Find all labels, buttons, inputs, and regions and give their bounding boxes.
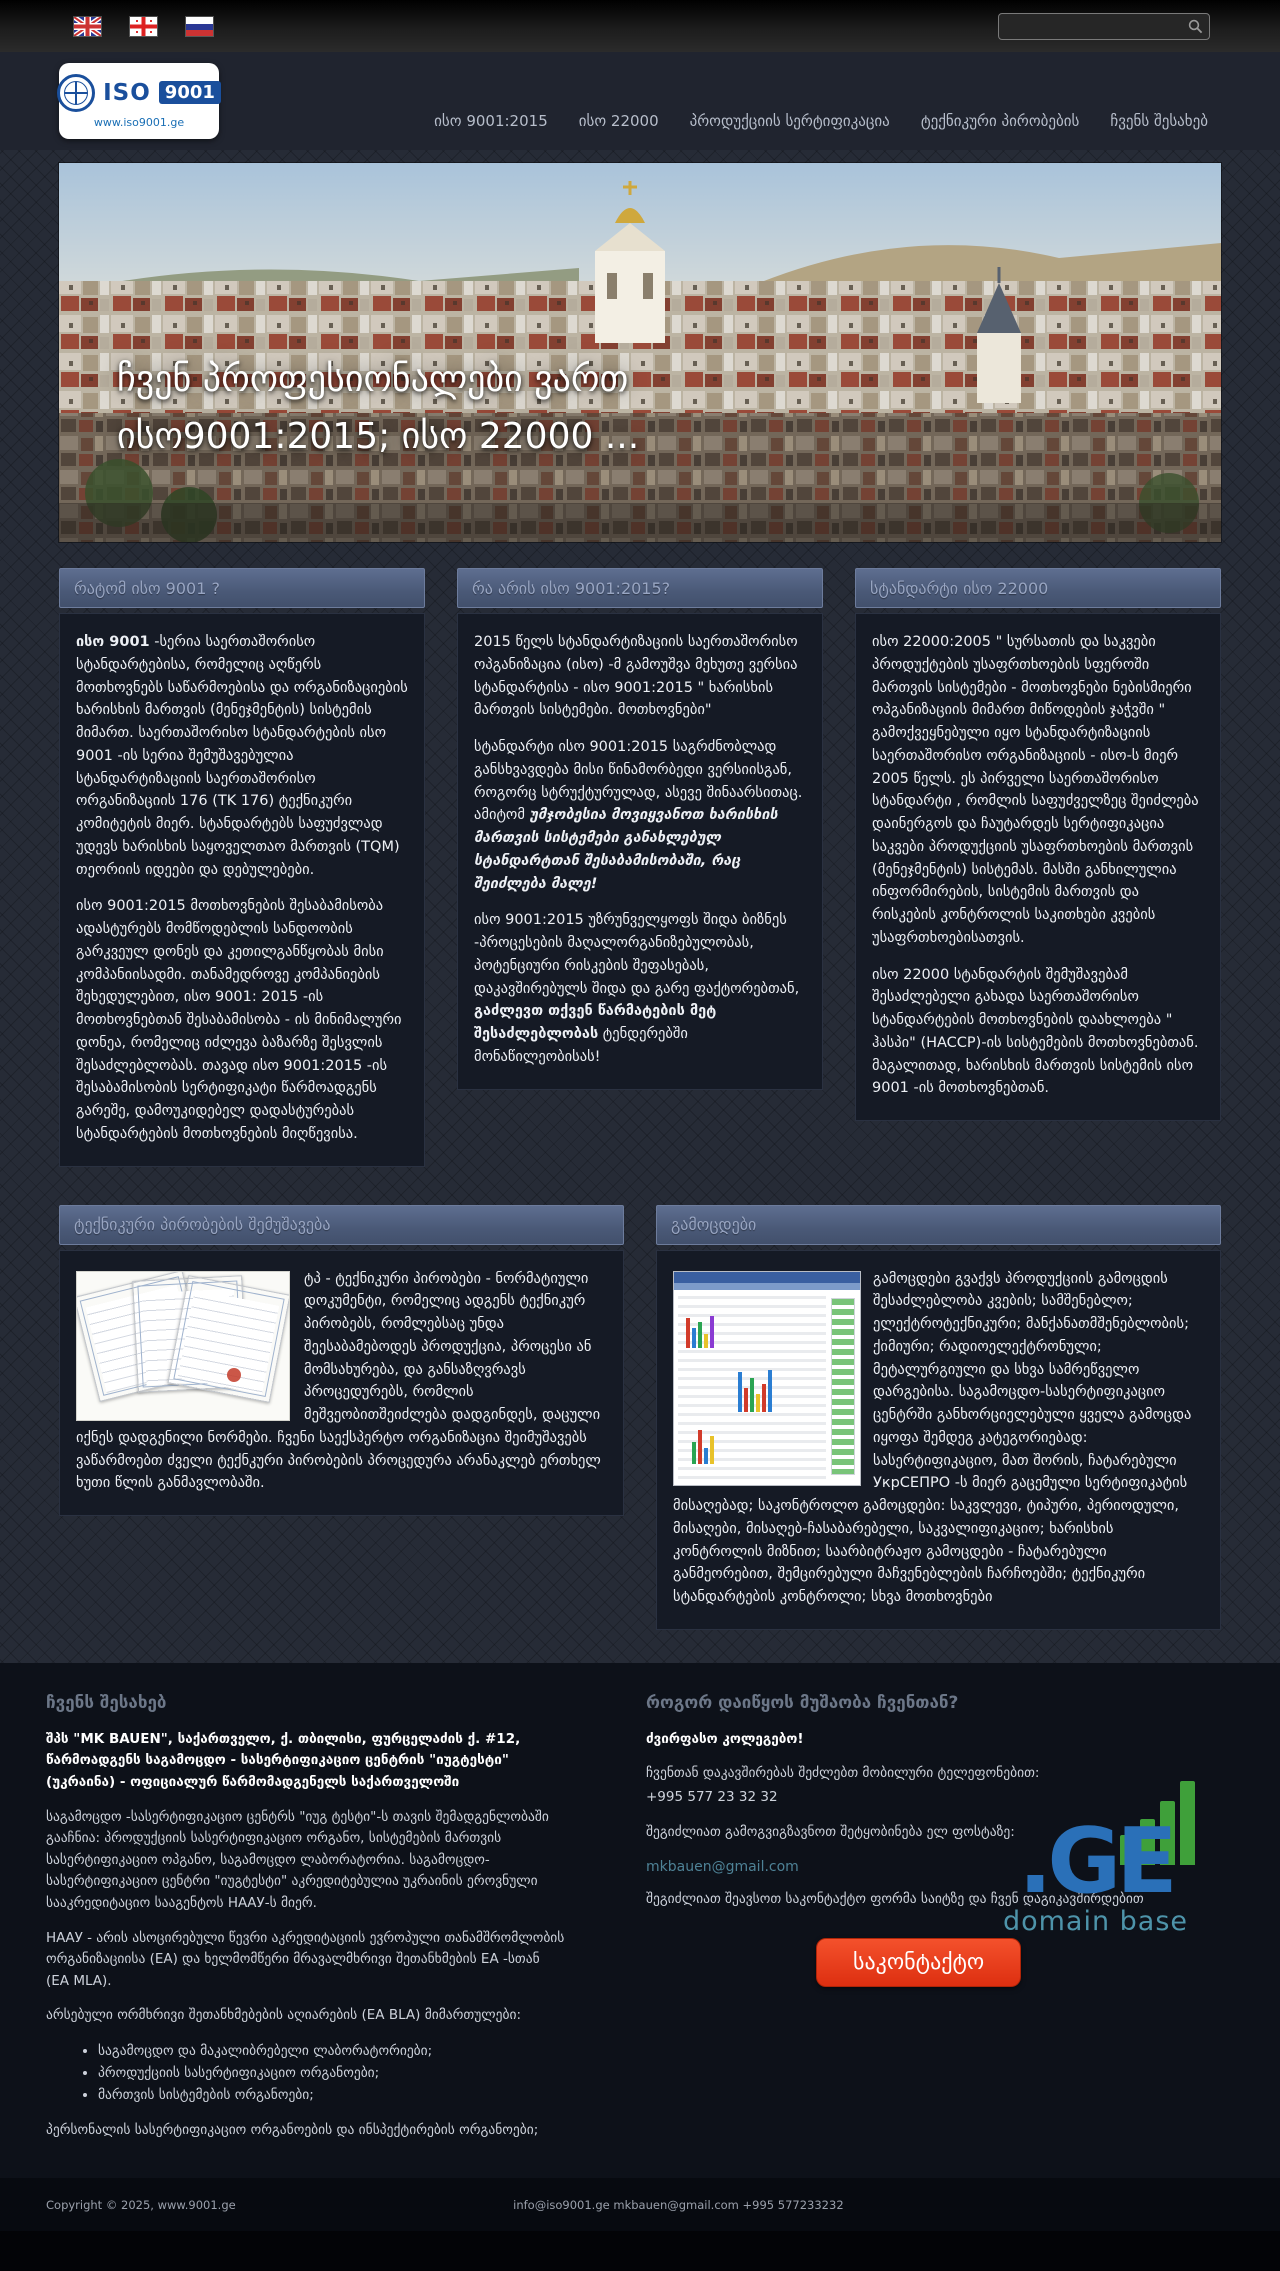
paragraph: არსებული ორმხრივი შეთანხმებების აღიარების (EA BLA) მიმართულები: bbox=[46, 2007, 522, 2024]
site-logo[interactable] bbox=[59, 63, 219, 139]
hero-title-line2: ისო9001:2015; ისო 22000 ... bbox=[117, 416, 640, 457]
nav-technical-conditions[interactable]: ტექნიკური პირობების bbox=[920, 112, 1080, 130]
accreditation-list bbox=[98, 2040, 566, 2107]
iso-globe-emblem-icon bbox=[57, 74, 95, 112]
box-standard-iso-22000 bbox=[855, 568, 1221, 1121]
logo-site-url: www.iso9001.ge bbox=[93, 115, 185, 129]
box-title-standard-iso-22000: სტანდარტი ისო 22000 bbox=[855, 568, 1221, 608]
footer-about-heading: ჩვენს შესახებ bbox=[46, 1692, 167, 1713]
footer-contact-heading: როგორ დაიწყოს მუშაობა ჩვენთან? bbox=[646, 1692, 959, 1713]
box-title-tests: გამოცდები bbox=[656, 1205, 1221, 1245]
nav-about-us[interactable]: ჩვენს შესახებ bbox=[1110, 112, 1208, 130]
paragraph: საგამოცდო -სასერტიფიკაციო ცენტრს "იუგ ტესტი"-ს თავის შემადგენლობაში გააჩნია: პროდუქციის სასერტიფიკაციო ორგანო, სისტემების მართვის სასერტიფიკაციო ოპგანო, საგამოცდო ლაბორატორია. საგამოცდო-სასერტიფიკაციო ცენტრი "იუგტესტი" აკრედიტებულია უკრაინის ეროვნული სააკრედიტაციო სააგენტოს НААУ-ს მიერ. bbox=[46, 1808, 549, 1911]
english-flag-icon[interactable] bbox=[74, 17, 101, 36]
tbilisi-cityscape-image bbox=[59, 163, 1221, 542]
paragraph: პერსონალის სასერტიფიკაციო ორგანოების და ინსპექტირების ორგანოები; bbox=[46, 2121, 539, 2138]
contact-button[interactable]: საკონტაქტო bbox=[816, 1938, 1021, 1987]
search-icon[interactable] bbox=[1188, 19, 1203, 34]
list-item: • პროდუქციის სასერტიფიკაციო ორგანოები; bbox=[98, 2062, 566, 2084]
email-link[interactable]: mkbauen@gmail.com bbox=[646, 1859, 799, 1876]
paragraph: ისო 9001 -სერია საერთაშორისო სტანდარტებისა, რომელიც აღწერს მოთხოვნებს საწარმოებისა და ორგანიზაციების ხარისხის მართვის (მენეჯმენტის) სისტემის მიმართ. საერთაშორისო სტანდარტების ისო 9001 -ის სერია შემუშავებულია სტანდარტიზაციის საერთაშორისო ორგანიზაციის 176 (TK 176) ტექნიკური კომიტეტის მიერ. სტანდარტებს საფუძვლად უდევს ხარისხის საყოველთაო მართვის (TQM) თეორიის იდეები და დებულებები. bbox=[76, 634, 408, 878]
georgian-flag-icon[interactable] bbox=[130, 17, 157, 36]
nav-iso-22000[interactable]: ისო 22000 bbox=[578, 112, 659, 130]
footer-about-column bbox=[46, 1693, 566, 2155]
ge-logo-text: .GE bbox=[1018, 1808, 1173, 1914]
hero-banner bbox=[59, 163, 1221, 542]
spreadsheet-chart-image bbox=[673, 1271, 861, 1486]
main-navigation bbox=[434, 112, 1208, 130]
logo-9001-text: 9001 bbox=[159, 81, 221, 104]
site-footer bbox=[0, 1663, 1280, 2179]
footer-contact-column bbox=[646, 1693, 1221, 2155]
language-switcher bbox=[74, 17, 213, 36]
paragraph: სტანდარტი ისო 9001:2015 საგრძნობლად განსხვავდება მისი წინამორბედი ვერსიისგან, როგორც სტრუქტურულად, ასევე შინაარსითაც. ამიტომ უმჯობესია მოვიყვანოთ ხარისხის მართვის სისტემები განახლებულ სტანდარტთან შესაბამისობაში, რაც შეიძლება მალე! bbox=[474, 739, 803, 892]
hero-title-line1: ჩვენ პროფესიონალები ვართ bbox=[117, 359, 629, 400]
nav-product-certification[interactable]: პროდუქციის სერტიფიკაცია bbox=[689, 112, 890, 130]
box-technical-conditions bbox=[59, 1205, 624, 1517]
phone-label: ჩვენთან დაკავშირებას შეძლებთ მობილური ტელეფონებით: bbox=[646, 1765, 1040, 1782]
box-what-is-iso-9001-2015 bbox=[457, 568, 823, 1090]
logo-iso-text: ISO bbox=[103, 79, 151, 106]
paragraph: НААУ - არის ასოცირებული წევრი აკრედიტაციის ევროპული თანამშრომლობის ორგანიზაციისა (EA) და ხელმომწერი მრავალმხრივი შეთანხმების EA -სთან (EA MLA). bbox=[46, 1929, 565, 1989]
box-title-what-is-iso-9001-2015: რა არის ისო 9001:2015? bbox=[457, 568, 823, 608]
contact-form-label: შეგიძლიათ შეავსოთ საკონტაქტო ფორმა საიტზე და ჩვენ დაგიკავშირდებით bbox=[646, 1891, 1144, 1908]
russian-flag-icon[interactable] bbox=[186, 17, 213, 36]
footer-contacts-text: info@iso9001.ge mkbauen@gmail.com +995 577233232 bbox=[513, 2197, 844, 2212]
box-title-why-iso-9001: რატომ ისო 9001 ? bbox=[59, 568, 425, 608]
site-header bbox=[0, 52, 1280, 150]
ge-domain-logo[interactable] bbox=[988, 1808, 1203, 1937]
box-tests bbox=[656, 1205, 1221, 1630]
copyright-text: Copyright © 2025, www.9001.ge bbox=[46, 2197, 236, 2212]
email-label: შეგიძლიათ გამოგვიგზავნოთ შეტყობინება ელ ფოსტაზე: bbox=[646, 1823, 1015, 1840]
search-input[interactable] bbox=[1005, 14, 1188, 39]
page-end-strip bbox=[0, 2231, 1280, 2271]
certificates-image bbox=[76, 1271, 290, 1421]
ge-logo-caption: domain base bbox=[1002, 1905, 1189, 1937]
list-item: • მართვის სისტემების ორგანოები; bbox=[98, 2084, 566, 2106]
search-box bbox=[998, 13, 1210, 40]
paragraph: ისო 22000:2005 " სურსათის და საკვები პროდუქტების უსაფრთხოების სფეროში მართვის სისტემები - მოთხოვნები ნებისმიერი ოპგანიზაციის მიმართ მიწოდების ჯაჭვში " გამოქვეყნებული იყო სტანდარტიზაციის საერთაშორისო ორგანიზაციის - ისო-ს მიერ 2005 წელს. ეს პირველი საერთაშორისო სტანდარტი , რომლის საფუძველზეც შეიძლება დაინერგოს და ჩაუტარდეს სერტიფიკაცია საკვები პროდუქციის უსაფრთხოების მართვის (მენეჯმენტის) სისტემას. მასში განხილულია ინფორმირების, სისტემის მართვის და რისკების კონტროლის საკითხები კვების უსაფრთხოებისათვის. bbox=[872, 634, 1199, 946]
paragraph: ისო 9001:2015 უზრუნველყოფს შიდა ბიზნეს -პროცესების მაღალორგანიზებულობას, პოტენციური რისკების შეფასებას, დაკავშირებულს შიდა და გარე ფაქტორებთან, გაძლევთ თქვენ წარმატების მეტ შესაძლებლობას ტენდერებში მონაწილეობისას! bbox=[474, 912, 800, 1065]
phone-number: +995 577 23 32 32 bbox=[646, 1788, 778, 1805]
list-item: • საგამოცდო და მაკალიბრებელი ლაბორატორიები; bbox=[98, 2040, 566, 2062]
box-why-iso-9001 bbox=[59, 568, 425, 1167]
greeting-text: ძვირფასო კოლეგებო! bbox=[646, 1730, 804, 1747]
company-address: შპს "MK BAUEN", საქართველო, ქ. თბილისი, ფურცელაძის ქ. #12, წარმოადგენს საგამოცდო - სასერტიფიკაციო ცენტრის "იუგტესტი" (უკრაინა) - ოფიციალურ წარმომადგენელს საქართველოში bbox=[46, 1730, 521, 1790]
paragraph: ისო 22000 სტანდარტის შემუშავებამ შესაძლებელი გახადა საერთაშორისო სტანდარტების მოთხოვნების დაახლოება " ჰასპი" (HACCP)-ის სისტემების მოთხოვნებთან. მაგალითად, ხარისხის მართვის სისტემის ისო 9001 -ის მოთხოვნებთან. bbox=[872, 966, 1199, 1097]
paragraph: ტპ - ტექნიკური პირობები - ნორმატიული დოკუმენტი, რომელიც ადგენს ტექნიკურ პირობებს, რომლებსაც უნდა შეესაბამებოდეს პროდუქცია, პროცესი ან მომსახურება, და განსაზღვრავს პროცედურებს, რომლის მეშვეობითშეიძლება დადგინდეს, დაცული იქნეს დადგენილი ნორმები. ჩვენი საექსპერტო ორგანიზაცია შეიმუშავებს ვაწარმოებთ ძველი ტექნკური პირობების პროცედურა არანაკლებ ერთხელ ხუთი წლის განმავლობაში. bbox=[76, 1270, 601, 1492]
red-seal-icon bbox=[227, 1368, 241, 1382]
paragraph: 2015 წელს სტანდარტიზაციის საერთაშორისო ოპგანიზაცია (ისო) -მ გამოუშვა მეხუთე ვერსია სტანდარტისა - ისო 9001:2015 " ხარისხის მართვის სისტემები. მოთხოვნები" bbox=[474, 634, 798, 719]
box-title-technical-conditions: ტექნიკური პირობების შემუშავება bbox=[59, 1205, 624, 1245]
paragraph: ისო 9001:2015 მოთხოვნების შესაბამისობა ადასტურებს მომწოდებლის სანდოობის გარკვეულ დონეს და კეთილგანწყობას მისი კომპანიისადმი. თანამედროვე კომპანიების შეხედულებით, ისო 9001: 2015 -ის მოთხოვნებთან შესაბამისობა - ის მინიმალური დონეა, რომელიც იძლევა ბაზარზე შესვლის შესაძლებლობას. თავად ისო 9001:2015 -ის შესაბამისობის სერტიფიკატი წარმოადგენს გარეშე, დამოუკიდებელ დადასტურებას სტანდარტების მოთხოვნების მიღწევისა. bbox=[76, 898, 402, 1142]
paragraph: გამოცდები გვაქვს პროდუქციის გამოცდის შესაძლებლობა კვების; სამშენებლო; ელექტროტექნიკური; მანქანათმშენებლობის; ქიმიური; რადიოელექტრონული; მეტალურგიული და სხვა სამრეწველო დარგებისა. საგამოცდო-სასერტიფიკაციო ცენტრში განხორციელებული ყველა გამოცდა იყოფა შემდეგ კატეგორიებად: სასერტიფიკაციო, მათ შორის, ჩატარებული УкрСЕПРО -ს მიერ გაცემული სერტიფიკატის მისაღებად; საკონტროლო გამოცდები: საკვლევი, ტიპური, პერიოდული, მისაღები, მისაღებ-ჩასაბარებელი, საკვალიფიკაციო; ხარისხის კონტროლის მიზნით; საარბიტრაჟო გამოცდები - ჩატარებული განმეორებით, შემცირებული მაჩვენებლების ჩარჩოებში; ტექნიკური სტანდარტების კონტროლი; სხვა მოთხოვნები bbox=[673, 1270, 1192, 1605]
bottom-bar bbox=[0, 2178, 1280, 2231]
nav-iso-9001-2015[interactable]: ისო 9001:2015 bbox=[434, 112, 548, 130]
top-language-bar bbox=[0, 0, 1280, 52]
